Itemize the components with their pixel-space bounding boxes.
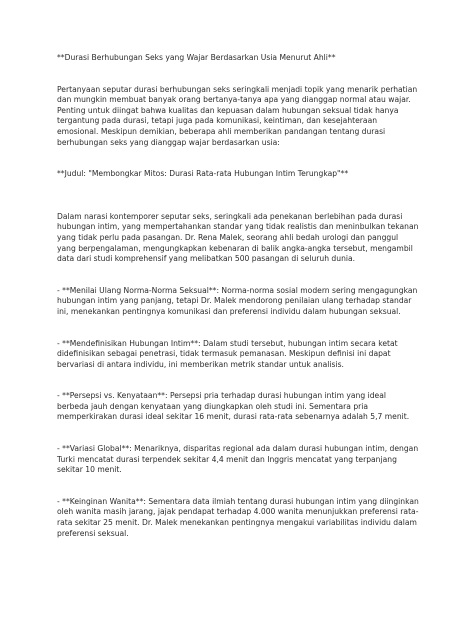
point-item: - **Mendefinisikan Hubungan Intim**: Dalam studi tersebut, hubungan intim secara ketat didefinisikan sebagai penetrasi, tidak termasuk pemanasan. Meskipun definisi ini dapat bervariasi di antara individu, ini memberikan metrik standar untuk analisis.: [57, 338, 398, 369]
point-item: - **Variasi Global**: Menariknya, disparitas regional ada dalam durasi hubungan intim, dengan Turki mencatat durasi terpendek sekitar 4,4 menit dan Inggris mencatat yang terpanjang sekitar 10 menit.: [57, 444, 419, 475]
point-item: - **Keinginan Wanita**: Sementara data ilmiah tentang durasi hubungan intim yang diinginkan oleh wanita masih jarang, jajak pendapat terhadap 4.000 wanita menunjukkan preferensi rata-rata sekitar 25 menit. Dr. Malek menekankan pentingnya mengakui variabilitas individu dalam preferensi seksual.: [57, 496, 419, 538]
narrative-paragraph: Dalam narasi kontemporer seputar seks, seringkali ada penekanan berlebihan pada durasi hubungan intim, yang mempertahankan standar yang tidak realistis dan meninbulkan tekanan yang tidak perlu pada pasangan. Dr. Rena Malek, seorang ahli bedah urologi dan panggul yang berpengalaman, mengungkapkan kebenaran di balik angka-angka tersebut, mengambil data dari studi komprehensif yang melibatkan 500 pasangan di seluruh dunia.: [57, 211, 419, 264]
point-item: - **Menilai Ulang Norma-Norma Seksual**: Norma-norma sosial modern sering mengagungkan hubungan intim yang panjang, tetapi Dr. Malek mendorong penilaian ulang terhadap standar ini, menekankan pentingnya komunikasi dan preferensi individu dalam hubungan seksual.: [57, 285, 418, 316]
intro-paragraph: Pertanyaan seputar durasi berhubungan seks seringkali menjadi topik yang menarik perhatian dan mungkin membuat banyak orang bertanya-tanya apa yang dianggap normal atau wajar. Penting untuk diingat bahwa kualitas dan kepuasan dalam hubungan seksual tidak hanya tergantung pada durasi, tetapi juga pada komunikasi, keintiman, dan kesejahteraan emosional. Meskipun demikian, beberapa ahli memberikan pandangan tentang durasi berhubungan seks yang dianggap wajar berdasarkan usia:: [57, 84, 418, 147]
section-heading: **Judul: "Membongkar Mitos: Durasi Rata-rata Hubungan Intim Terungkap"**: [57, 169, 349, 179]
point-item: - **Persepsi vs. Kenyataan**: Persepsi pria terhadap durasi hubungan intim yang ideal berbeda jauh dengan kenyataan yang diungkapkan oleh studi ini. Sementara pria memperkirakan durasi ideal sekitar 16 menit, durasi rata-rata sebenarnya adalah 5,7 menit.: [57, 391, 410, 422]
document-body: [57, 53, 419, 539]
document-title: **Durasi Berhubungan Seks yang Wajar Berdasarkan Usia Menurut Ahli**: [57, 53, 336, 62]
